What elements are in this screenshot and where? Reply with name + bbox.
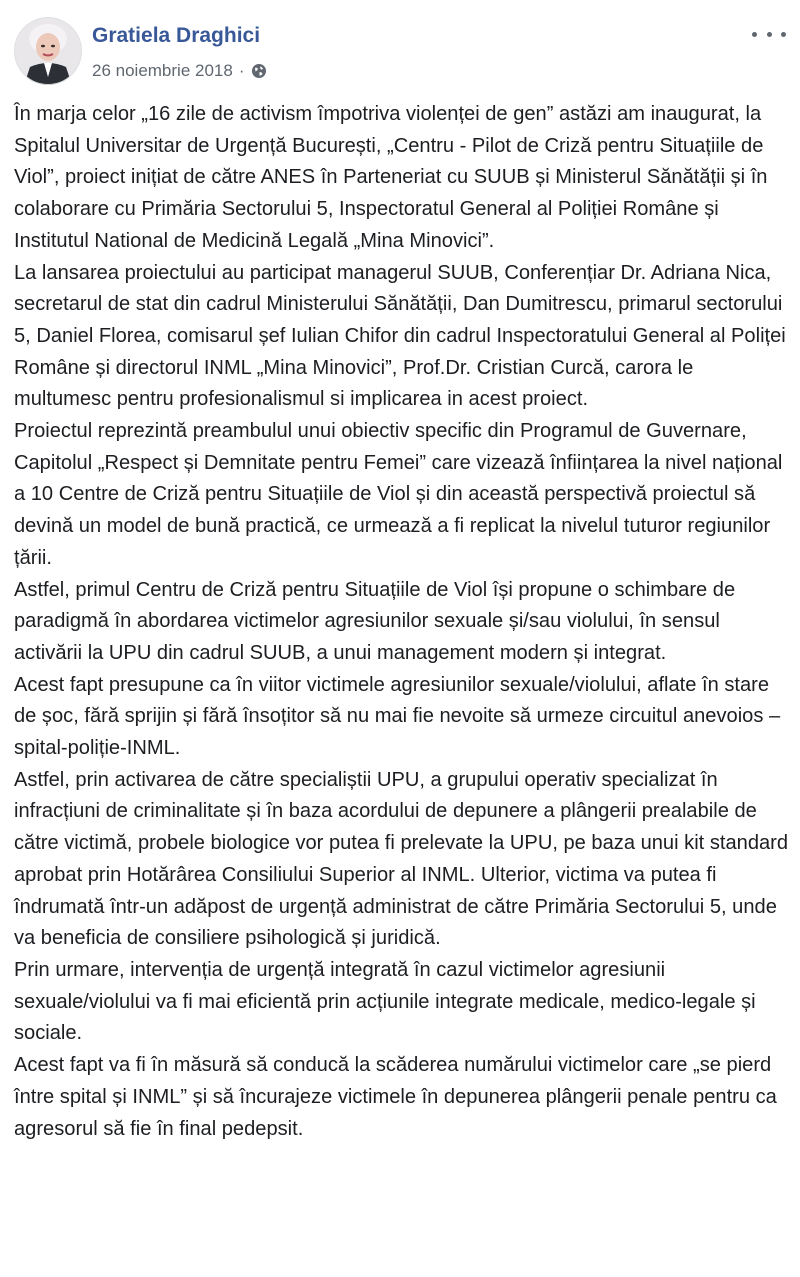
post-header bbox=[14, 17, 786, 89]
post-paragraph-1: În marja celor „16 zile de activism împotriva violenței de gen” astăzi am inaugurat, la Spitalul Universitar de Urgență București, „Centru - Pilot de Criză pentru Situațiile de Viol”, proiect inițiat de către ANES în Parteneriat cu SUUB și Ministerul Sănătății și în colaborare cu Primăria Sectorului 5, Inspectoratul General al Poliției Române și Institutul National de Medicină Legală „Mina Minovici”. bbox=[14, 103, 768, 252]
post-paragraph-5: Acest fapt presupune ca în viitor victimele agresiunilor sexuale/violului, aflate în stare de șoc, fără sprijin și fără însoțitor să nu mai fie nevoite să urmeze circuitul anevoios – spital-poliție-INML. bbox=[14, 673, 781, 760]
post-text bbox=[14, 99, 790, 1145]
avatar[interactable] bbox=[14, 17, 82, 85]
meta-separator: · bbox=[238, 61, 245, 80]
more-dot bbox=[752, 32, 757, 37]
post-paragraph-4: Astfel, primul Centru de Criză pentru Situațiile de Viol își propune o schimbare de paradigmă în abordarea victimelor agresiunilor sexuale și/sau violului, în sensul activării la UPU din cadrul SUUB, a unui management modern și integrat. bbox=[14, 578, 736, 664]
post-paragraph-6: Astfel, prin activarea de către specialiștii UPU, a grupului operativ specializat în infracțiuni de criminalitate și în baza acordului de depunere a plângerii prealabile de către victimă, probele biologice vor putea fi prelevate la UPU, pe baza unui kit standard aprobat prin Hotărârea Consiliului Superior al INML. Ulterior, victima va putea fi îndrumată într-un adăpost de urgență administrat de către Primăria Sectorului 5, unde va beneficia de consiliere psihologică și juridică. bbox=[14, 768, 789, 950]
post-meta bbox=[92, 61, 267, 81]
post-paragraph-8: Acest fapt va fi în măsură să conducă la scăderea numărului victimelor care „se pierd între spital și INML” și să încurajeze victimele în depunerea plângerii penale pentru ca agresorul să fie în final pedepsit. bbox=[14, 1054, 777, 1140]
author-name-link[interactable]: Gratiela Draghici bbox=[92, 24, 261, 47]
globe-icon[interactable] bbox=[251, 63, 267, 79]
more-dot bbox=[781, 32, 786, 37]
post-date-link[interactable]: 26 noiembrie 2018 bbox=[92, 61, 233, 80]
profile-photo-icon bbox=[14, 17, 82, 85]
more-options-icon[interactable] bbox=[752, 23, 786, 45]
post-paragraph-7: Prin urmare, intervenția de urgență integrată în cazul victimelor agresiunii sexuale/violului va fi mai eficientă prin acțiunile integrate medicale, medico-legale și sociale. bbox=[14, 958, 756, 1045]
post-paragraph-3: Proiectul reprezintă preambulul unui obiectiv specific din Programul de Guvernare, Capitolul „Respect și Demnitate pentru Femei” care vizează înființarea la nivel național a 10 Centre de Criză pentru Situațiile de Viol și din această perspectivă proiectul să devină un model de bună practică, ce urmează a fi replicat la nivelul tuturor regiunilor țării. bbox=[14, 420, 783, 569]
post-paragraph-2: La lansarea proiectului au participat managerul SUUB, Conferențiar Dr. Adriana Nica, secretarul de stat din cadrul Ministerului Sănătății, Dan Dumitrescu, primarul sectorului 5, Daniel Florea, comisarul șef Iulian Chifor din cadrul Inspectoratului General al Poliței Române și directorul INML „Mina Minovici”, Prof.Dr. Cristian Curcă, carora le multumesc pentru profesionalismul si implicarea in acest proiect. bbox=[14, 261, 786, 411]
more-dot bbox=[767, 32, 772, 37]
